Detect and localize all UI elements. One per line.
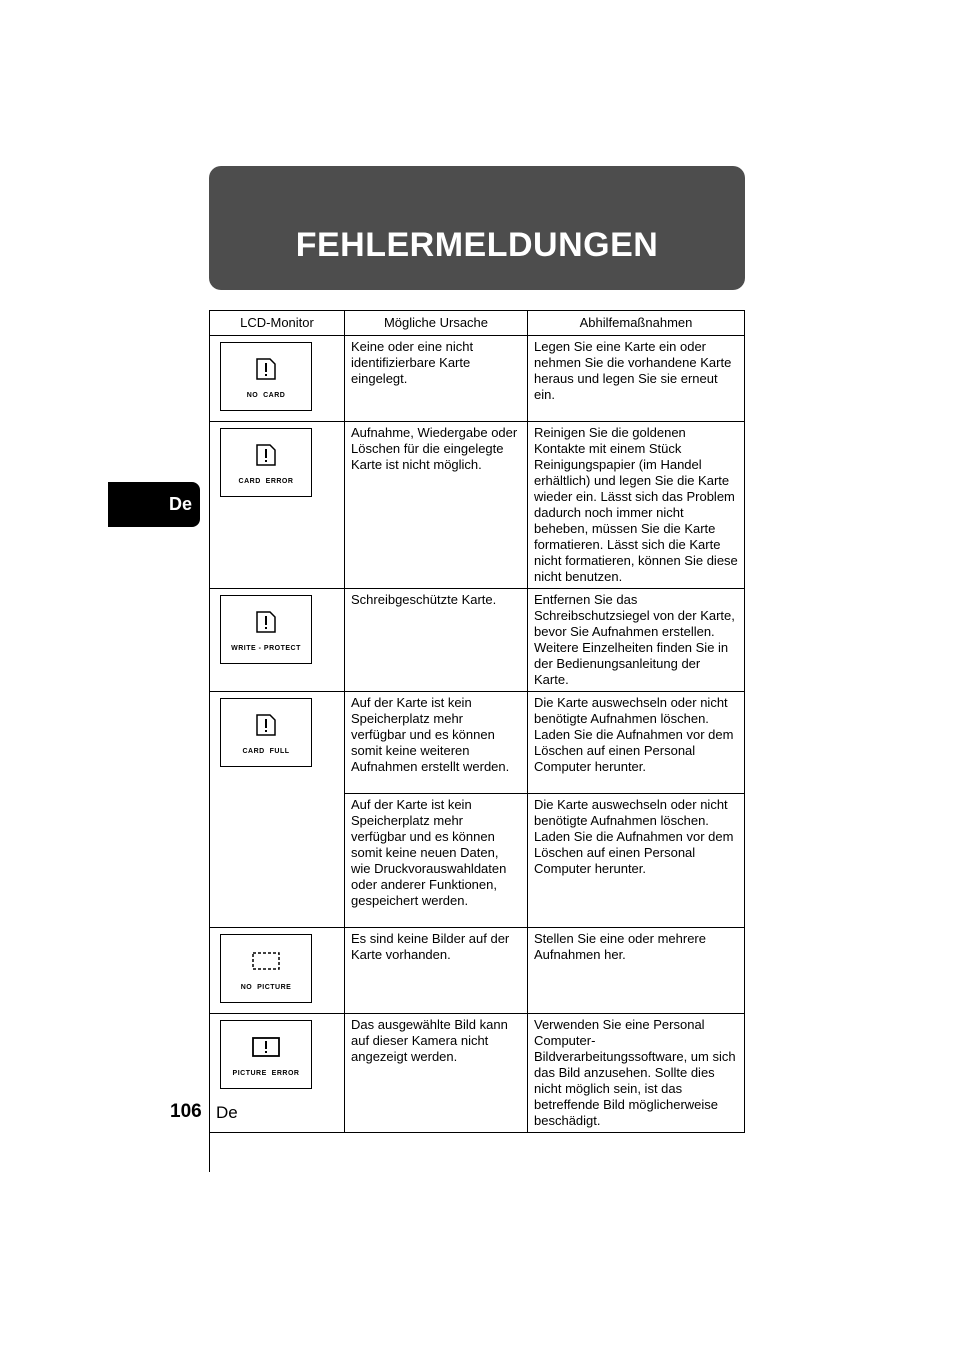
- lcd-screen: [220, 595, 312, 664]
- error-message-table: [209, 310, 745, 1133]
- lcd-cell: [210, 589, 345, 692]
- lcd-label: CARD FULL: [242, 748, 290, 755]
- lcd-screen: [220, 342, 312, 411]
- remedy-cell: Entfernen Sie das Schreibschutzsiegel von der Karte, bevor Sie Aufnahmen erstellen. Weitere Einzelheiten finden Sie in der Bedienungsanleitung der Karte.: [528, 589, 745, 692]
- language-tab: De: [108, 482, 200, 527]
- card-exclamation-icon: [256, 714, 276, 736]
- lcd-screen: [220, 428, 312, 497]
- cause-cell: Schreibgeschützte Karte.: [345, 589, 528, 692]
- lcd-cell: [210, 336, 345, 422]
- lcd-cell: [210, 422, 345, 589]
- remedy-cell: Stellen Sie eine oder mehrere Aufnahmen her.: [528, 928, 745, 1014]
- cause-cell: Keine oder eine nicht identifizierbare Karte eingelegt.: [345, 336, 528, 422]
- title-banner: [209, 166, 745, 290]
- table-row: [210, 692, 745, 794]
- lcd-screen: [220, 698, 312, 767]
- card-exclamation-icon: [256, 611, 276, 633]
- table-header-row: [210, 311, 745, 336]
- dashed-frame-icon: [252, 950, 280, 972]
- lcd-label: NO PICTURE: [240, 984, 292, 991]
- column-header-cause: Mögliche Ursache: [345, 311, 528, 336]
- table-row: [210, 928, 745, 1014]
- remedy-cell: Die Karte auswechseln oder nicht benötigte Aufnahmen löschen. Laden Sie die Aufnahmen vor dem Löschen auf einen Personal Computer herunter.: [528, 794, 745, 928]
- cause-cell: Es sind keine Bilder auf der Karte vorhanden.: [345, 928, 528, 1014]
- page-title: FEHLERMELDUNGEN: [295, 226, 659, 264]
- column-header-remedy: Abhilfemaßnahmen: [528, 311, 745, 336]
- table-row: [210, 336, 745, 422]
- lcd-screen: [220, 1020, 312, 1089]
- lcd-label: NO CARD: [246, 392, 286, 399]
- remedy-cell: Reinigen Sie die goldenen Kontakte mit einem Stück Reinigungspapier (im Handel erhältlich) und legen Sie die Karte wieder ein. Lässt sich das Problem dadurch noch immer nicht beheben, müssen Sie die Karte formatieren. Lässt sich die Karte nicht formatieren, können Sie diese nicht benutzen.: [528, 422, 745, 589]
- table-row: [210, 422, 745, 589]
- lcd-cell: [210, 928, 345, 1014]
- lcd-label: CARD ERROR: [238, 478, 294, 485]
- cause-cell: Aufnahme, Wiedergabe oder Löschen für die eingelegte Karte ist nicht möglich.: [345, 422, 528, 589]
- lcd-label: WRITE - PROTECT: [231, 645, 301, 652]
- frame-exclamation-icon: [252, 1036, 280, 1058]
- card-exclamation-icon: [256, 444, 276, 466]
- remedy-cell: Die Karte auswechseln oder nicht benötigte Aufnahmen löschen. Laden Sie die Aufnahmen vor dem Löschen auf einen Personal Computer herunter.: [528, 692, 745, 794]
- footer-language: De: [216, 1103, 238, 1122]
- footer-divider: [209, 1098, 210, 1172]
- cause-cell: Das ausgewählte Bild kann auf dieser Kamera nicht angezeigt werden.: [345, 1014, 528, 1133]
- remedy-cell: Legen Sie eine Karte ein oder nehmen Sie die vorhandene Karte heraus und legen Sie sie erneut ein.: [528, 336, 745, 422]
- card-exclamation-icon: [256, 358, 276, 380]
- lcd-label: PICTURE ERROR: [232, 1070, 300, 1077]
- page-number: 106: [170, 1101, 202, 1122]
- remedy-cell: Verwenden Sie eine Personal Computer-Bildverarbeitungssoftware, um sich das Bild anzusehen. Sollte dies nicht möglich sein, ist das betreffende Bild möglicherweise beschädigt.: [528, 1014, 745, 1133]
- cause-cell: Auf der Karte ist kein Speicherplatz mehr verfügbar und es können somit keine weiteren Aufnahmen erstellt werden.: [345, 692, 528, 794]
- cause-cell: Auf der Karte ist kein Speicherplatz mehr verfügbar und es können somit keine neuen Daten, wie Druckvorauswahldaten oder anderer Funktionen, gespeichert werden.: [345, 794, 528, 928]
- lcd-cell: [210, 692, 345, 928]
- table-row: [210, 1014, 745, 1133]
- table-row: [210, 589, 745, 692]
- lcd-screen: [220, 934, 312, 1003]
- column-header-lcd: LCD-Monitor: [210, 311, 345, 336]
